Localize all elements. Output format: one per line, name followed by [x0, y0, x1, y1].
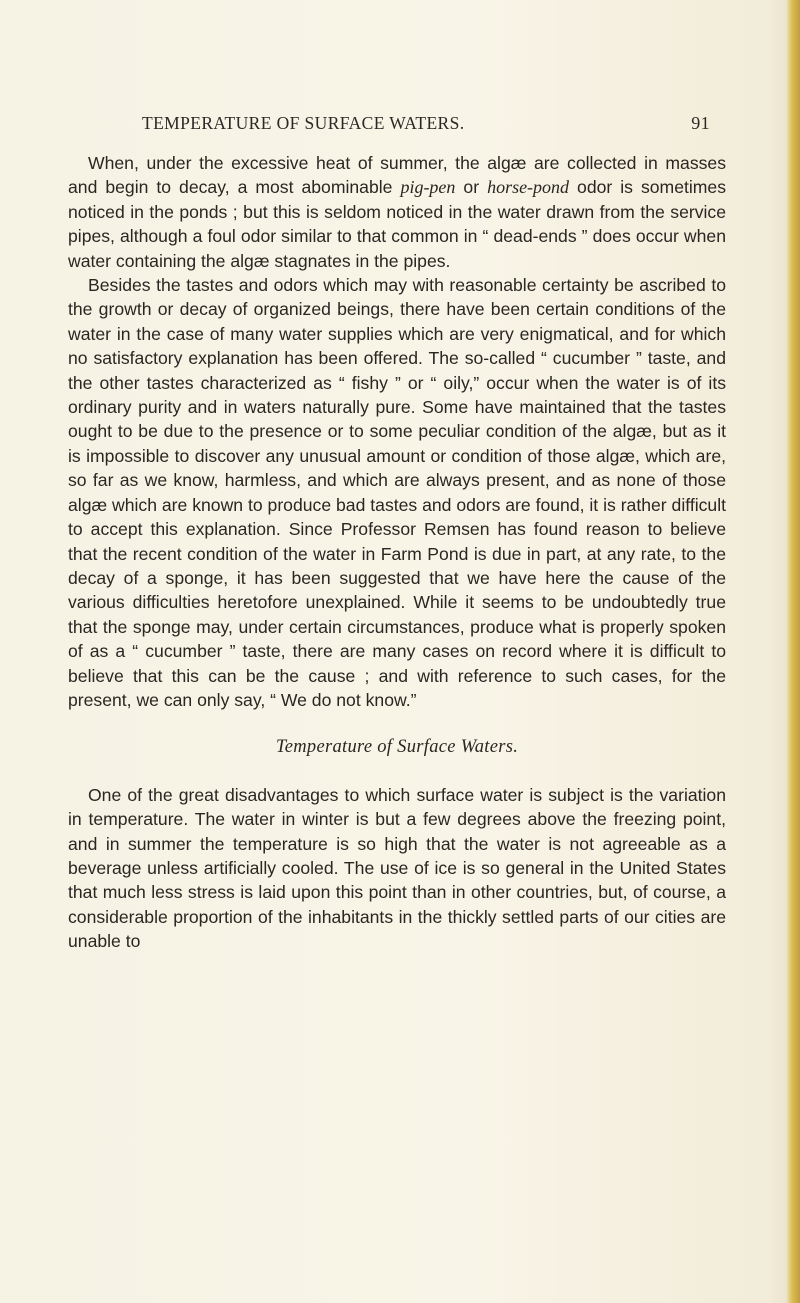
page-number: 91 [691, 113, 710, 133]
paragraph-enigmatical-tastes: Besides the tastes and odors which may with reasonable certainty be ascribed to the growth or decay of organized beings, there have been certain conditions of the water in the case of many water supplies which are very enigmatical, and for which no satisfactory explanation has been offered. The so-called “ cucumber ” taste, and the other tastes characterized as “ fishy ” or “ oily,” occur when the water is of its ordinary purity and in waters naturally pure. Some have maintained that the tastes ought to be due to the presence or to some peculiar condition of the algæ, but as it is impossible to discover any unusual amount or condition of those algæ, which are, so far as we know, harmless, and which are always present, and as none of those algæ which are known to produce bad tastes and odors are found, it is rather difficult to accept this explanation. Since Professor Remsen has found reason to believe that the recent condition of the water in Farm Pond is due in part, at any rate, to the decay of a sponge, it has been suggested that we have here the cause of the various difficulties heretofore unexplained. While it seems to be undoubtedly true that the sponge may, under certain circumstances, produce what is properly spoken of as a “ cucumber ” taste, there are many cases on record where it is difficult to believe that this can be the cause ; and with reference to such cases, for the present, we can only say, “ We do not know.” [68, 275, 726, 710]
italic-term-horse-pond: horse-pond [487, 177, 570, 198]
paragraph-text: When, under the excessive heat of summer, the algæ are collected in masses and begin to decay, a most abominable [68, 153, 726, 198]
body-text [68, 151, 726, 954]
page-edge-decoration [786, 0, 800, 1303]
paragraph-text: or [455, 177, 488, 198]
section-heading: Temperature of Surface Waters. [275, 737, 519, 758]
paragraph-algae-odor [68, 151, 726, 273]
italic-term-pig-pen: pig-pen [400, 177, 456, 198]
running-head [68, 113, 728, 137]
paragraph-temperature: One of the great disadvantages to which surface water is subject is the variation in temperature. The water in winter is but a few degrees above the freezing point, and in summer the temperature is so high that the water is not agreeable as a beverage unless artificially cooled. The use of ice is so general in the United States that much less stress is laid upon this point than in other countries, but, of course, a considerable proportion of the inhabitants in the thickly settled parts of our cities are unable to [68, 784, 726, 952]
paragraph-text: odor is sometimes noticed in the ponds ; but this is seldom noticed in the water drawn from the service pipes, although a foul odor similar to that common in “ dead-ends ” does occur when water containing the algæ stagnates in the pipes. [68, 177, 727, 271]
running-title: TEMPERATURE OF SURFACE WATERS. [142, 113, 465, 133]
